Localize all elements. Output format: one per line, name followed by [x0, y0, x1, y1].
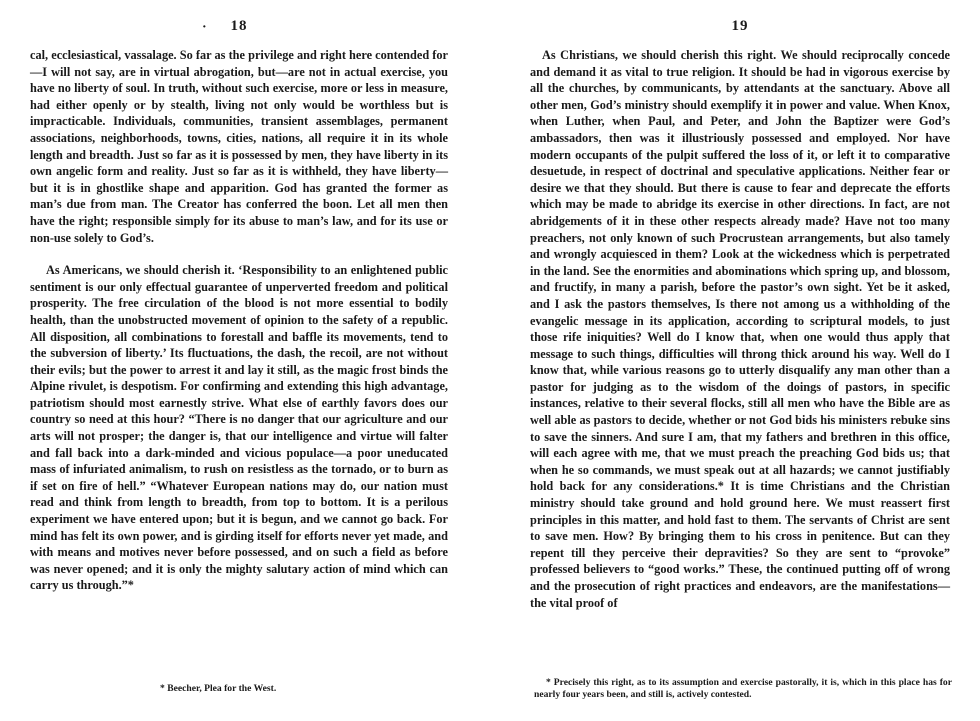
- left-paragraph-1: cal, ecclesiastical, vassalage. So far as the privilege and right here contended for—I will not say, are in virtual abrogation, but—are not in actual exercise, you have no liberty of soul. In truth, without such exercise, more or less in measure, had either openly or by stealth, living not only would be worthless but is impracticable. Individuals, communities, transient assemblages, permanent associations, neighborhoods, towns, cities, nations, all require it in its whole length and breadth. Just so far as it is possessed by men, they have liberty in its own angelic form and reality. Just so far as it is withheld, they have liberty—but it is in ghostlike shape and apparition. God has granted the former as man’s due from man. The Creator has conferred the boon. Let all men then have the right; responsible simply for its abuse to man’s law, and for its use or non-use solely to God’s.: [30, 48, 448, 245]
- right-page-body: [530, 47, 950, 611]
- right-footnote: * Precisely this right, as to its assumption and exercise pastorally, it is, which in this place has for nearly four years been, and still is, actively contested.: [534, 677, 952, 700]
- left-footnote: * Beecher, Plea for the West.: [160, 683, 277, 694]
- left-page-body: [30, 47, 448, 594]
- right-paragraph-1: As Christians, we should cherish this right. We should reciprocally concede and demand it as vital to true religion. It should be had in vigorous exercise by all the churches, by communicants, by attendants at the sanctuary. Above all other men, God’s ministry should exemplify it in power and value. When Knox, when Luther, when Paul, and Peter, and John the Baptizer were God’s ambassadors, then was it illustriously possessed and employed. Nor have modern occupants of the pulpit suffered the loss of it, or left it to comparative desuetude, in respect of doctrinal and speculative applications. Neither fear or desire we that they should. But there is cause to fear and deprecate the efforts which may be made to abridge its exercise in other directions. In fact, are not abridgements of it in these other respects already made? Have not too many preachers, not only known of such Procrustean arrangements, but also tamely and wrongly acquiesced in them? Look at the wickedness which is perpetrated in the land. See the enormities and abominations which spring up, and blossom, and fructify, in many a parish, before the pastor’s own sight. Yet be it asked, and I ask the pastors themselves, Is there not among us a withholding of the evangelic message in its application, according to scriptural models, to just those rife iniquities? Well do I know that, when one would thus apply that message to such things, difficulties will throng thick around his way. Well do I know that, while various reasons go to utterly disqualify any man other than a pastor for judging as to the wisdom of the doings of pastors, in specific instances, relative to their several flocks, still all men who have the Bible are as well able as pastors to decide, whether or not God bids his ministers rebuke sins to save the sinners. And sure I am, that my fathers and brethren in this office, will each agree with me, that we must preach the preaching God bids us; that when he so commands, we must speak out at all hazards; we cannot justifiably hold back for any considerations.* It is time Christians and the Christian ministry should take ground and hold ground here. We must reassert first principles in this matter, and hold fast to them. The servants of Christ are sent to save men. How? By bringing them to his cross in penitence. But can they repent till they perceive their depravities? So they are sent to “provoke” professed believers to “good works.” These, the continued putting off of wrong and the prosecution of right practices and endeavors, are the manifestations—the vital proof of: [530, 48, 950, 610]
- left-page: [30, 0, 448, 721]
- right-page: [530, 0, 950, 721]
- left-paragraph-2: As Americans, we should cherish it. ‘Responsibility to an enlightened public sentiment is our only effectual guarantee of unperverted freedom and political prosperity. The free circulation of the blood is not more essential to bodily health, than the unobstructed movement of opinion to the safety of a republic. All disposition, all combinations to forestall and baffle its movements, tend to the subversion of liberty.’ Its fluctuations, the dash, the recoil, are not without their evils; but the power to arrest it and lay it still, as the magic frost binds the Alpine rivulet, is despotism. For confirming and extending this high advantage, patriotism should most earnestly strive. What else of earthly favors does our country so need at this hour? “There is no danger that our agriculture and our arts will not prosper; the danger is, that our intelligence and virtue will falter and fall back into a dark-minded and vicious populace—a poor uneducated mass of infuriated animalism, to rush on resistless as the tornado, or to burn as if set on fire of hell.” “Whatever European nations may do, our nation must read and think from length to breadth, from top to bottom. It is a perilous experiment we have entered upon; but it is begun, and we cannot go back. For mind has felt its own power, and is girding itself for efforts never yet made, and with means and motives never before possessed, and on such a field as before was never opened; and it is only the mighty salutary action of mind which can carry us through.”*: [30, 263, 448, 593]
- right-page-number: 19: [731, 18, 749, 34]
- page-mark: ·: [202, 20, 207, 35]
- left-page-number: 18: [230, 18, 248, 34]
